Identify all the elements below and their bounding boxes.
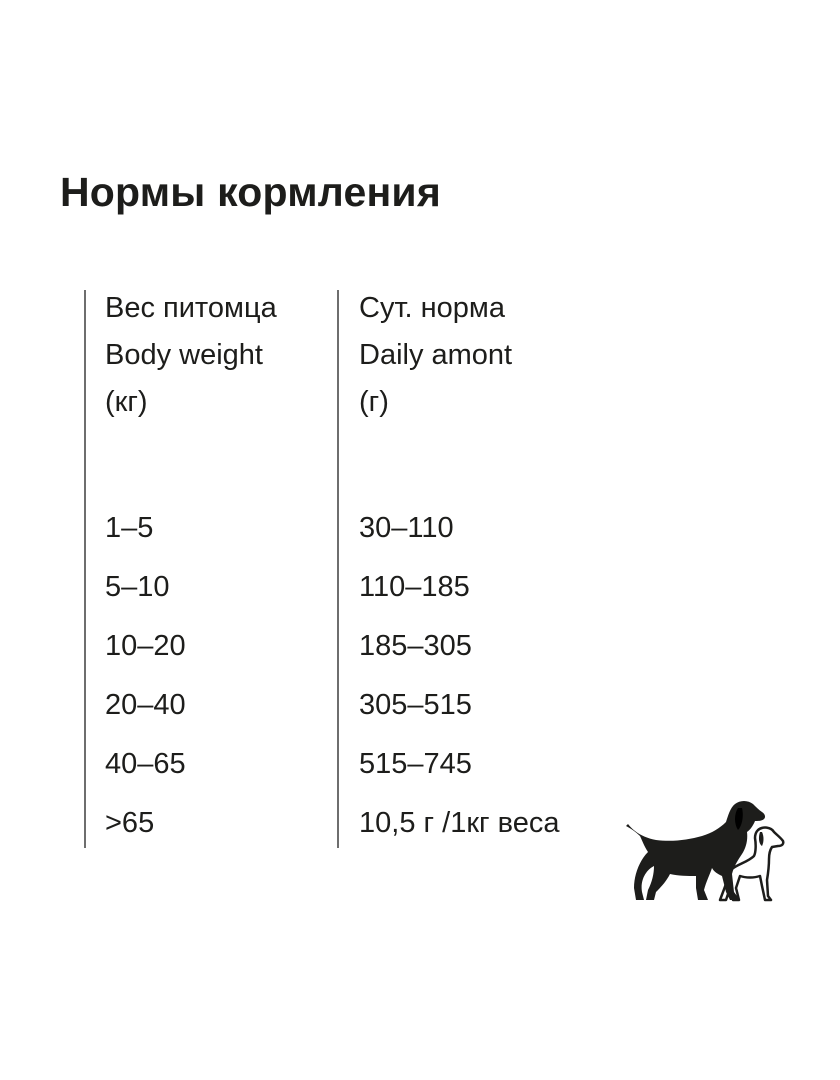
amount-cell: 185–305 xyxy=(359,630,472,662)
weight-column-header xyxy=(105,285,277,426)
table-row xyxy=(0,505,840,564)
weight-cell: 40–65 xyxy=(105,748,186,780)
weight-cell: >65 xyxy=(105,807,155,839)
table-row xyxy=(0,741,840,800)
large-dog-icon xyxy=(626,801,765,900)
table-row xyxy=(0,623,840,682)
amount-cell: 10,5 г /1кг веса xyxy=(359,807,560,839)
weight-header-unit: (кг) xyxy=(105,386,148,418)
weight-cell: 1–5 xyxy=(105,512,154,544)
amount-header-unit: (г) xyxy=(359,386,389,418)
two-dogs-silhouette-icon xyxy=(622,796,788,906)
amount-cell: 30–110 xyxy=(359,512,454,544)
amount-cell: 110–185 xyxy=(359,571,470,603)
table-row xyxy=(0,682,840,741)
weight-header-en: Body weight xyxy=(105,339,263,371)
amount-header-ru: Сут. норма xyxy=(359,292,505,324)
amount-cell: 305–515 xyxy=(359,689,472,721)
weight-cell: 5–10 xyxy=(105,571,170,603)
table-row xyxy=(0,564,840,623)
page-title: Нормы кормления xyxy=(60,169,441,215)
weight-cell: 20–40 xyxy=(105,689,186,721)
amount-cell: 515–745 xyxy=(359,748,472,780)
weight-cell: 10–20 xyxy=(105,630,186,662)
weight-header-ru: Вес питомца xyxy=(105,292,277,324)
amount-column-header xyxy=(359,285,512,426)
amount-header-en: Daily amont xyxy=(359,339,513,371)
